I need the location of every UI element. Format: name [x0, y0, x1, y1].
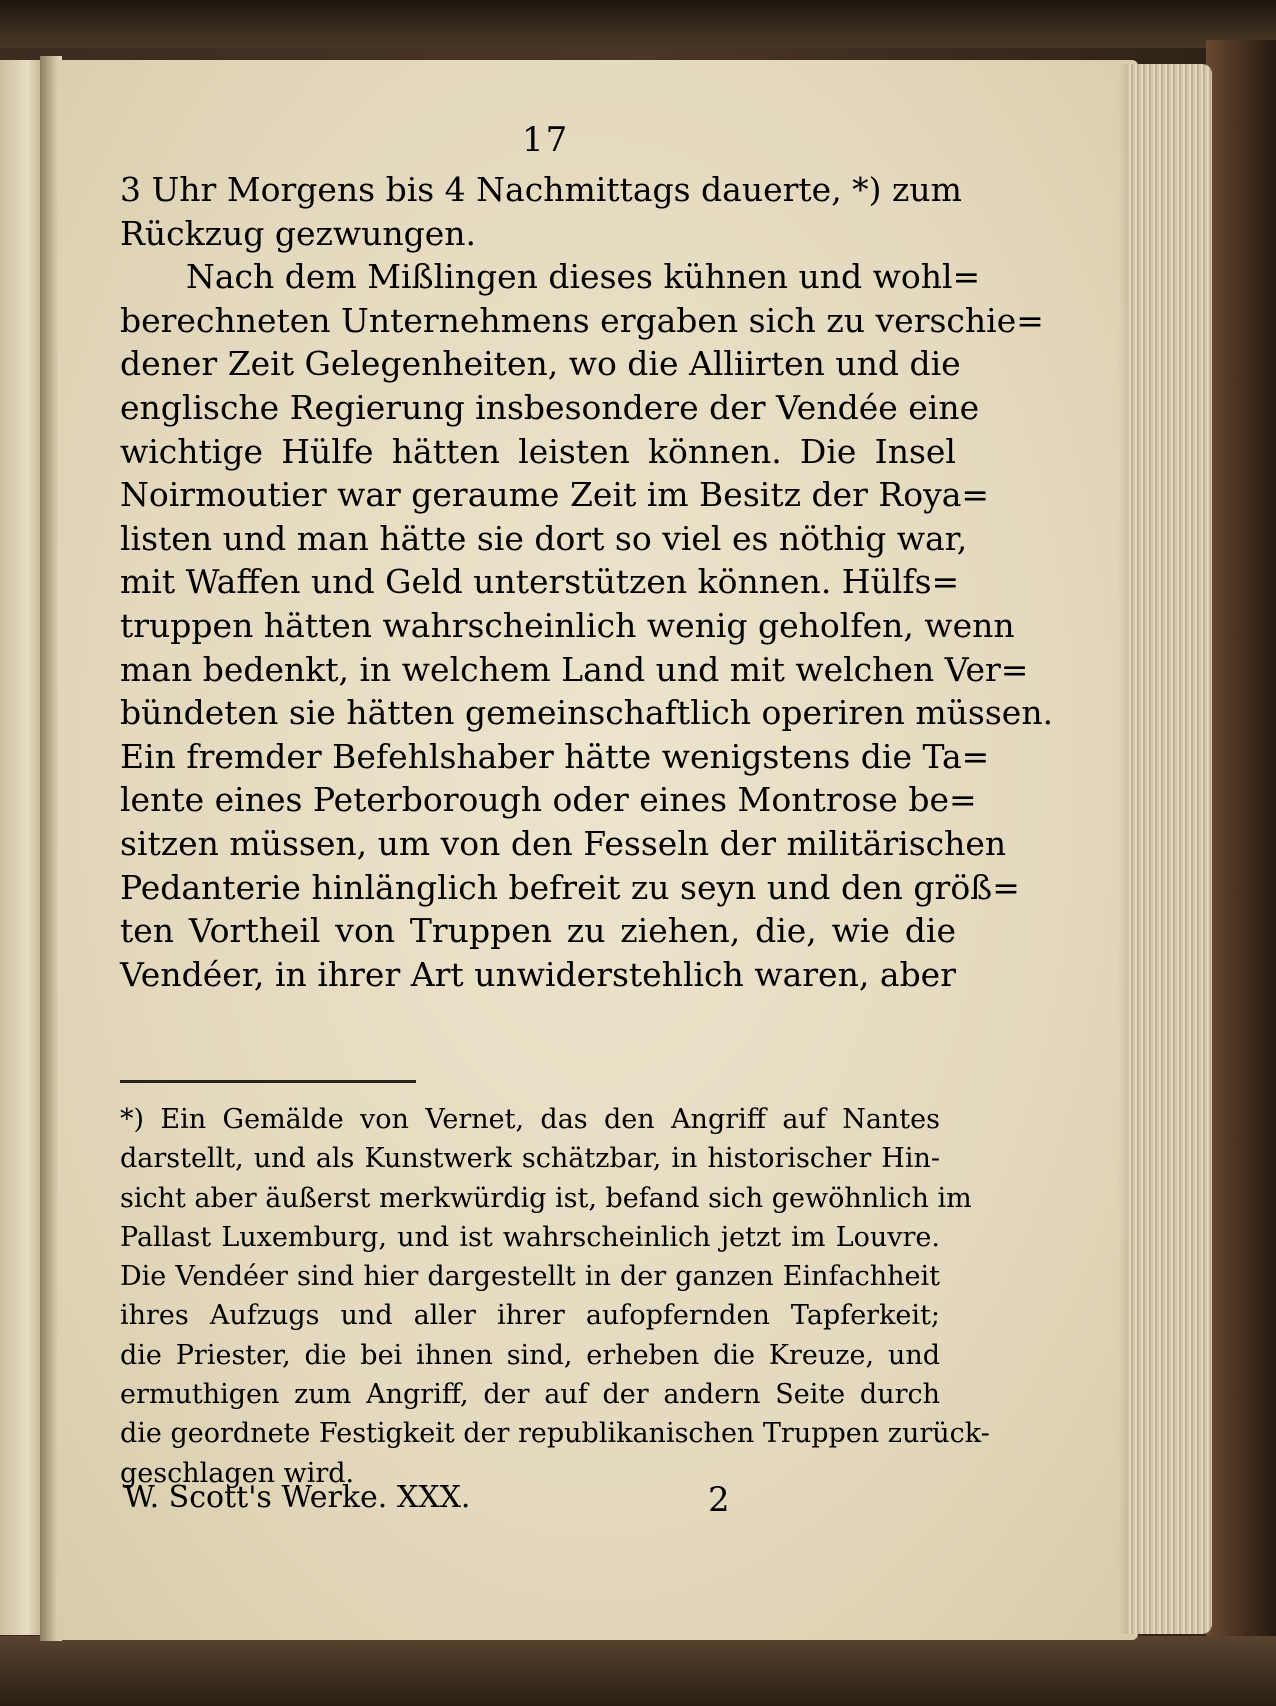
footnote-line: ihres Aufzugs und aller ihrer aufopfernden Tapferkeit; — [120, 1300, 940, 1332]
body-line: dener Zeit Gelegenheiten, wo die Alliirten und die — [120, 344, 961, 384]
book-cover-right — [1206, 40, 1276, 1700]
body-line: truppen hätten wahrscheinlich wenig geholfen, wenn — [120, 605, 1015, 645]
body-line: Pedanterie hinlänglich befreit zu seyn und den größ= — [120, 867, 1020, 907]
body-line: Vendéer, in ihrer Art unwiderstehlich waren, aber — [120, 954, 956, 994]
body-text — [120, 168, 1054, 996]
body-line: man bedenkt, in welchem Land und mit welchen Ver= — [120, 649, 1029, 689]
page-number: 17 — [522, 120, 570, 160]
footnote-line: Die Vendéer sind hier dargestellt in der ganzen Einfachheit — [120, 1261, 940, 1293]
body-line: Ein fremder Befehlshaber hätte wenigstens die Ta= — [120, 736, 990, 776]
footnote-line: *) Ein Gemälde von Vernet, das den Angriff auf Nantes — [120, 1104, 940, 1135]
body-line: 3 Uhr Morgens bis 4 Nachmittags dauerte, *) zum — [120, 170, 962, 209]
body-line: berechneten Unternehmens ergaben sich zu verschie= — [120, 300, 1044, 340]
footnote-line: die geordnete Festigkeit der republikanischen Truppen zurück- — [120, 1418, 990, 1450]
page-stack-edges — [1128, 64, 1212, 1634]
body-line: ten Vortheil von Truppen zu ziehen, die, wie die — [120, 911, 956, 951]
footnote — [120, 1100, 990, 1493]
signature-mark: 2 — [708, 1480, 730, 1520]
footnote-line: ermuthigen zum Angriff, der auf der andern Seite durch — [120, 1379, 940, 1411]
body-line: sitzen müssen, um von den Fesseln der militärischen — [120, 823, 1007, 863]
book-cover-top — [0, 0, 1276, 48]
signature-line: W. Scott's Werke. XXX. — [124, 1480, 471, 1515]
footnote-line: geschlagen wird. — [120, 1457, 355, 1489]
book-cover-bottom — [0, 1636, 1276, 1706]
body-line: lente eines Peterborough oder eines Montrose be= — [120, 780, 977, 820]
body-line: Nach dem Mißlingen dieses kühnen und wohl= — [186, 257, 981, 297]
body-line: Rückzug gezwungen. — [120, 213, 477, 253]
body-line: bündeten sie hätten gemeinschaftlich operiren müssen. — [120, 693, 1054, 733]
footnote-line: die Priester, die bei ihnen sind, erheben die Kreuze, und — [120, 1339, 940, 1371]
footnote-line: sicht aber äußerst merkwürdig ist, befand sich gewöhnlich im — [120, 1182, 972, 1214]
footnote-line: Pallast Luxemburg, und ist wahrscheinlich jetzt im Louvre. — [120, 1221, 940, 1253]
body-line: wichtige Hülfe hätten leisten können. Die Insel — [120, 431, 956, 471]
body-line: mit Waffen und Geld unterstützen können. Hülfs= — [120, 562, 960, 602]
footnote-divider — [120, 1080, 416, 1083]
body-line: listen und man hätte sie dort so viel es nöthig war, — [120, 518, 968, 558]
footnote-line: darstellt, und als Kunstwerk schätzbar, in historischer Hin- — [120, 1143, 940, 1175]
body-line: Noirmoutier war geraume Zeit im Besitz der Roya= — [120, 475, 990, 515]
body-line: englische Regierung insbesondere der Vendée eine — [120, 387, 980, 427]
